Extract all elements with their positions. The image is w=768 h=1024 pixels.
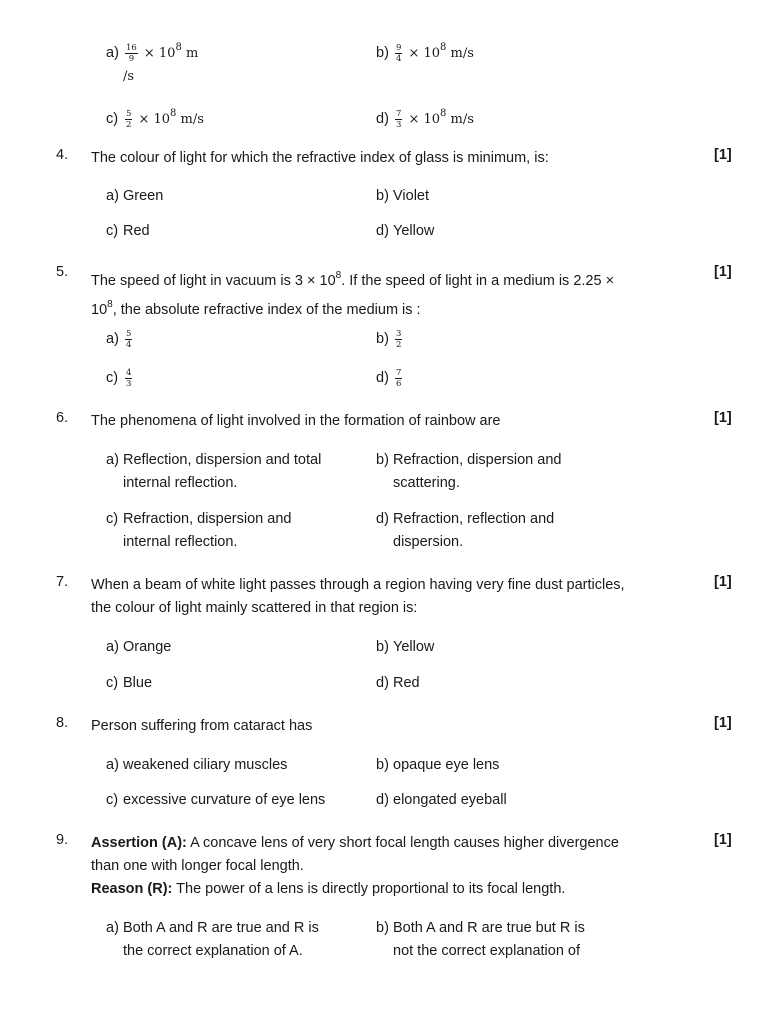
option-continuation: /s <box>123 69 135 84</box>
q7-option-b[interactable]: b) Yellow <box>376 639 435 655</box>
q5-option-d[interactable]: d) $\frac{7}{6}$ <box>376 367 402 389</box>
q4-option-a[interactable]: a) Green <box>106 188 164 204</box>
q5-option-c[interactable]: c) $\frac{4}{3}$ <box>106 367 132 389</box>
marks-badge: [1] <box>714 410 732 426</box>
q7-option-a[interactable]: a) Orange <box>106 639 172 655</box>
q6-option-b[interactable]: b) Refraction, dispersion and scattering. <box>376 452 562 491</box>
q4-option-b[interactable]: b) Violet <box>376 188 430 204</box>
question-number: 8. <box>56 715 69 731</box>
reason-label: Reason (R): <box>91 881 173 897</box>
fraction: $\frac{5}{4}$ <box>126 328 132 350</box>
q6-option-a[interactable]: a) Reflection, dispersion and total internal reflection. <box>106 452 322 491</box>
question-number: 4. <box>56 147 69 163</box>
q7-option-d[interactable]: d) Red <box>376 675 420 691</box>
fraction: $\frac{7}{3}$ <box>396 108 402 130</box>
question-text: The phenomena of light involved in the formation of rainbow are <box>91 413 501 429</box>
question-number: 6. <box>56 410 69 426</box>
q9-option-a[interactable]: a) Both A and R are true and R is the correct explanation of A. <box>106 920 319 959</box>
q3-option-d[interactable] <box>376 102 636 131</box>
question-number: 9. <box>56 832 69 848</box>
option-expression: × $10^8$ m/s <box>138 108 204 127</box>
marks-badge: [1] <box>714 715 732 731</box>
q8-option-b[interactable]: b) opaque eye lens <box>376 757 500 773</box>
q9-option-b[interactable]: b) Both A and R are true but R is not the correct explanation of <box>376 920 585 959</box>
q4-option-c[interactable]: c) Red <box>106 223 150 239</box>
marks-badge: [1] <box>714 832 732 848</box>
marks-badge: [1] <box>714 264 732 280</box>
q4-option-d[interactable]: d) Yellow <box>376 223 435 239</box>
option-label: c) <box>106 111 119 127</box>
question-text: The speed of light in vacuum is $3 \times 10^8$. If the speed of light in a medium is 2.25 × $10^8$, the absolute refractive index of the medium is : <box>91 270 615 318</box>
q8-option-c[interactable]: c) excessive curvature of eye lens <box>106 792 326 808</box>
option-label: d) <box>376 111 389 127</box>
question-number: 5. <box>56 264 69 280</box>
question-text: The colour of light for which the refractive index of glass is minimum, is: <box>91 150 549 166</box>
option-text: Violet <box>393 188 430 204</box>
fraction: $\frac{7}{6}$ <box>396 367 402 389</box>
option-label: b) <box>376 45 389 61</box>
q5-option-a[interactable]: a) $\frac{5}{4}$ <box>106 328 132 350</box>
assertion-label: Assertion (A): <box>91 835 187 851</box>
option-text: Green <box>123 188 164 204</box>
option-expression: × $10^8$ m/s <box>408 42 474 61</box>
q3-option-b[interactable] <box>376 36 636 65</box>
option-label: a) <box>106 45 119 61</box>
question-text: Assertion (A): A concave lens of very short focal length causes higher divergence than one with longer focal length. Reason (R): The power of a lens is directly proportional to its focal length. <box>91 835 619 897</box>
option-expression: × $10^8$ m/s <box>408 108 474 127</box>
option-text: Yellow <box>393 223 435 239</box>
q8-option-a[interactable]: a) weakened ciliary muscles <box>106 757 288 773</box>
q5-option-b[interactable]: b) $\frac{3}{2}$ <box>376 328 402 350</box>
marks-badge: [1] <box>714 574 732 590</box>
q3-option-c[interactable] <box>106 102 366 131</box>
fraction: $\frac{9}{4}$ <box>396 42 402 64</box>
option-expression: × $10^8$ m <box>143 42 199 61</box>
fraction: $\frac{16}{9}$ <box>126 42 137 64</box>
q7-option-c[interactable]: c) Blue <box>106 675 153 691</box>
option-text: Red <box>123 223 150 239</box>
question-number: 7. <box>56 574 69 590</box>
question-text: When a beam of white light passes through a region having very fine dust particles, the colour of light mainly scattered in that region is: <box>91 577 625 616</box>
fraction: $\frac{3}{2}$ <box>396 328 402 350</box>
marks-badge: [1] <box>714 147 732 163</box>
question-text: Person suffering from cataract has <box>91 718 313 734</box>
q6-option-c[interactable]: c) Refraction, dispersion and internal reflection. <box>106 511 292 550</box>
q6-option-d[interactable]: d) Refraction, reflection and dispersion. <box>376 511 555 550</box>
fraction: $\frac{4}{3}$ <box>126 367 132 389</box>
q3-option-a[interactable] <box>106 36 366 88</box>
q8-option-d[interactable]: d) elongated eyeball <box>376 792 507 808</box>
fraction: $\frac{5}{2}$ <box>126 108 132 130</box>
